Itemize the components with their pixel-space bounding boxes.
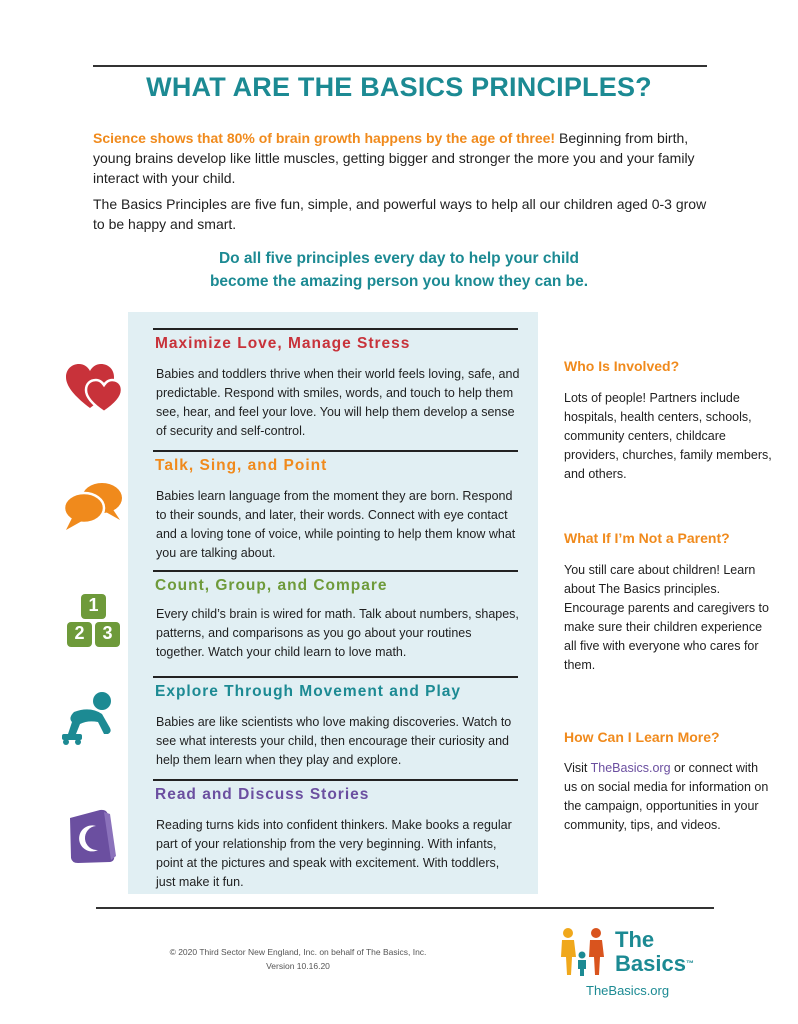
sidebar-title-who: Who Is Involved? <box>564 358 680 374</box>
logo-basics-word: Basics <box>615 951 686 976</box>
principle-body-read: Reading turns kids into confident thinkers. Make books a regular part of your relationship from the very beginning. With infants, point at the pictures and speak with excitement. With toddlers, just make it fun. <box>156 818 512 889</box>
intro-text: Beginning from birth, young brains develop like little muscles, getting bigger and stronger the more you and your family interact with your child. <box>93 130 695 186</box>
logo-text-the: The <box>615 927 655 952</box>
learn-prefix: Visit <box>564 761 591 775</box>
thebasics-link[interactable]: TheBasics.org <box>590 761 671 775</box>
sidebar-body-learn <box>564 759 769 835</box>
intro-paragraph-1 <box>93 128 718 188</box>
section-divider <box>153 779 518 781</box>
footer-url[interactable]: TheBasics.org <box>586 983 670 998</box>
copyright-text: © 2020 Third Sector New England, Inc. on behalf of The Basics, Inc. <box>169 947 427 957</box>
principle-body-talk: Babies learn language from the moment they are born. Respond to their sounds, and later, their words. Connect with eye contact and a loving tone of voice, while pointing to help them know what you are talking about. <box>156 489 516 560</box>
principle-title-explore: Explore Through Movement and Play <box>155 683 462 700</box>
section-divider <box>153 570 518 572</box>
top-divider <box>93 65 707 67</box>
section-divider <box>153 450 518 452</box>
block-number-3: 3 <box>102 623 113 643</box>
sidebar-body-parent: You still care about children! Learn about The Basics principles. Encourage parents and caregivers to make sure their children experience all five with everyone who cares for them. <box>564 563 769 672</box>
moon-book-icon <box>64 808 120 864</box>
section-divider <box>153 328 518 330</box>
block-number-2: 2 <box>74 623 85 643</box>
principle-body-love: Babies and toddlers thrive when their world feels loving, safe, and predictable. Respond with smiles, words, and touch to help them see, hear, and feel your love. You will help them develop a sense of security and self-control. <box>156 367 520 438</box>
principle-title-read: Read and Discuss Stories <box>155 786 370 803</box>
principle-body-explore: Babies are like scientists who love making discoveries. Watch to see what interests your child, then encourage their curiosity and help them learn when they play and explore. <box>156 715 512 767</box>
callout-line-2: become the amazing person you know they can be. <box>209 273 589 290</box>
intro-paragraph-2: The Basics Principles are five fun, simple, and powerful ways to help all our children aged 0-3 grow to be happy and smart. <box>93 196 707 232</box>
intro-highlight: Science shows that 80% of brain growth happens by the age of three! <box>93 130 556 146</box>
principle-title-love: Maximize Love, Manage Stress <box>155 335 411 352</box>
logo-text-basics <box>615 952 694 976</box>
page-title: WHAT ARE THE BASICS PRINCIPLES? <box>146 72 652 102</box>
sidebar-body-who: Lots of people! Partners include hospitals, health centers, schools, community centers, childcare providers, churches, family members, and others. <box>564 391 772 481</box>
sidebar-title-learn: How Can I Learn More? <box>564 729 720 745</box>
speech-bubbles-icon <box>62 480 124 532</box>
number-blocks-icon <box>66 593 122 649</box>
hearts-icon <box>64 362 126 414</box>
bottom-divider <box>96 907 714 909</box>
trademark-mark: ™ <box>685 959 694 968</box>
section-divider <box>153 676 518 678</box>
principle-body-count: Every child’s brain is wired for math. Talk about numbers, shapes, patterns, and comparisons as you go about your routines together. Watch your child learn to love math. <box>156 607 519 659</box>
sidebar-title-parent: What If I’m Not a Parent? <box>564 530 730 546</box>
learn-suffix: or connect with us on social media for information on the campaign, opportunities in your community, tips, and videos. <box>564 761 769 832</box>
callout-line-1: Do all five principles every day to help your child <box>218 250 580 267</box>
principle-title-count: Count, Group, and Compare <box>155 577 388 594</box>
principle-title-talk: Talk, Sing, and Point <box>155 457 328 474</box>
version-text: Version 10.16.20 <box>266 961 330 971</box>
crawling-baby-icon <box>60 690 126 746</box>
block-number-1: 1 <box>88 595 99 615</box>
family-logo-icon <box>556 927 612 977</box>
